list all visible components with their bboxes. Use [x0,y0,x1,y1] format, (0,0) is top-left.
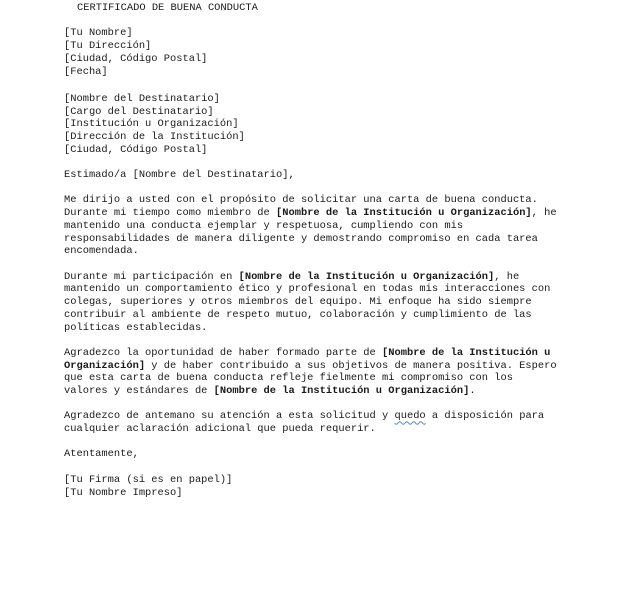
spacer [64,182,624,195]
recipient-name: [Nombre del Destinatario] [64,92,220,105]
greeting-prefix: Estimado/a [64,169,133,182]
spacer [64,334,624,347]
recipient-city-zip: [Ciudad, Código Postal] [64,143,208,156]
greeting-name: [Nombre del Destinatario] [132,169,289,182]
paragraph-1-text-b: , he mantenido una conducta ejemplar y respetuosa, cumpliendo con mis responsabilidades de manera diligente y demostrando compromiso en cada tarea encomendada. [64,207,557,258]
recipient-block [64,93,624,157]
spacer [64,258,624,271]
signature-printed-name: [Tu Nombre Impreso] [64,486,183,499]
sender-name: [Tu Nombre] [64,27,133,40]
recipient-institution-address: [Dirección de la Institución] [64,131,245,143]
paragraph-2 [64,271,562,335]
paragraph-3-text-c: . [469,385,476,397]
closing: Atentamente, [64,448,139,461]
greeting [64,169,624,182]
paragraph-4-text-a: Agradezco de antemano su atención a esta solicitud y [64,410,395,423]
sender-block [64,27,624,78]
recipient-position: [Cargo del Destinatario] [64,105,214,118]
paragraph-3-institution-a: [Nombre de la Institución u Organización] [64,346,551,372]
recipient-institution: [Institución u Organización] [64,118,239,131]
paragraph-1-institution: [Nombre de la Institución u Organización] [276,207,532,220]
letter-document [64,2,624,499]
signature-firma: [Tu Firma (si es en papel)] [64,473,233,486]
sender-date: [Fecha] [64,65,108,78]
spacer [64,15,624,28]
paragraph-3 [64,347,559,398]
paragraph-1 [64,194,559,258]
greeting-suffix: , [288,169,295,182]
spacer [64,461,624,474]
spacer [64,78,624,91]
paragraph-4-text-b: a disposición para cualquier aclaración adicional que pueda requerir. [64,410,545,436]
spacer [64,156,624,169]
paragraph-3-text-a: Agradezco la oportunidad de haber formado parte de [64,346,383,359]
spellcheck-flagged-word[interactable]: quedo [394,410,426,423]
paragraph-2-text-b: , he mantenido un comportamiento ético y profesional en todas mis interacciones con colegas, superiores y otros miembros del equipo. Mi enfoque ha sido siempre contribuir al ambiente de respeto mutuo, colaboración y cumplimiento de las políticas establecidas. [64,270,551,334]
paragraph-2-institution: [Nombre de la Institución u Organización] [238,270,495,283]
document-title: CERTIFICADO DE BUENA CONDUCTA [77,2,258,14]
paragraph-2-text-a: Durante mi participación en [64,270,239,283]
paragraph-3-institution-b: [Nombre de la Institución u Organización] [213,385,470,397]
paragraph-3-text-b: y de haber contribuido a sus objetivos de manera positiva. Espero que esta carta de buena conducta refleje fielmente mi compromiso con los valores y estándares de [64,359,557,397]
sender-city-zip: [Ciudad, Código Postal] [64,52,208,65]
spacer [64,398,624,411]
spacer [64,436,624,449]
sender-address: [Tu Dirección] [64,40,152,53]
signature-block [64,474,624,499]
paragraph-4 [64,410,559,435]
paragraph-1-text-a: Me dirijo a usted con el propósito de solicitar una carta de buena conducta. Durante mi tiempo como miembro de [64,194,538,220]
